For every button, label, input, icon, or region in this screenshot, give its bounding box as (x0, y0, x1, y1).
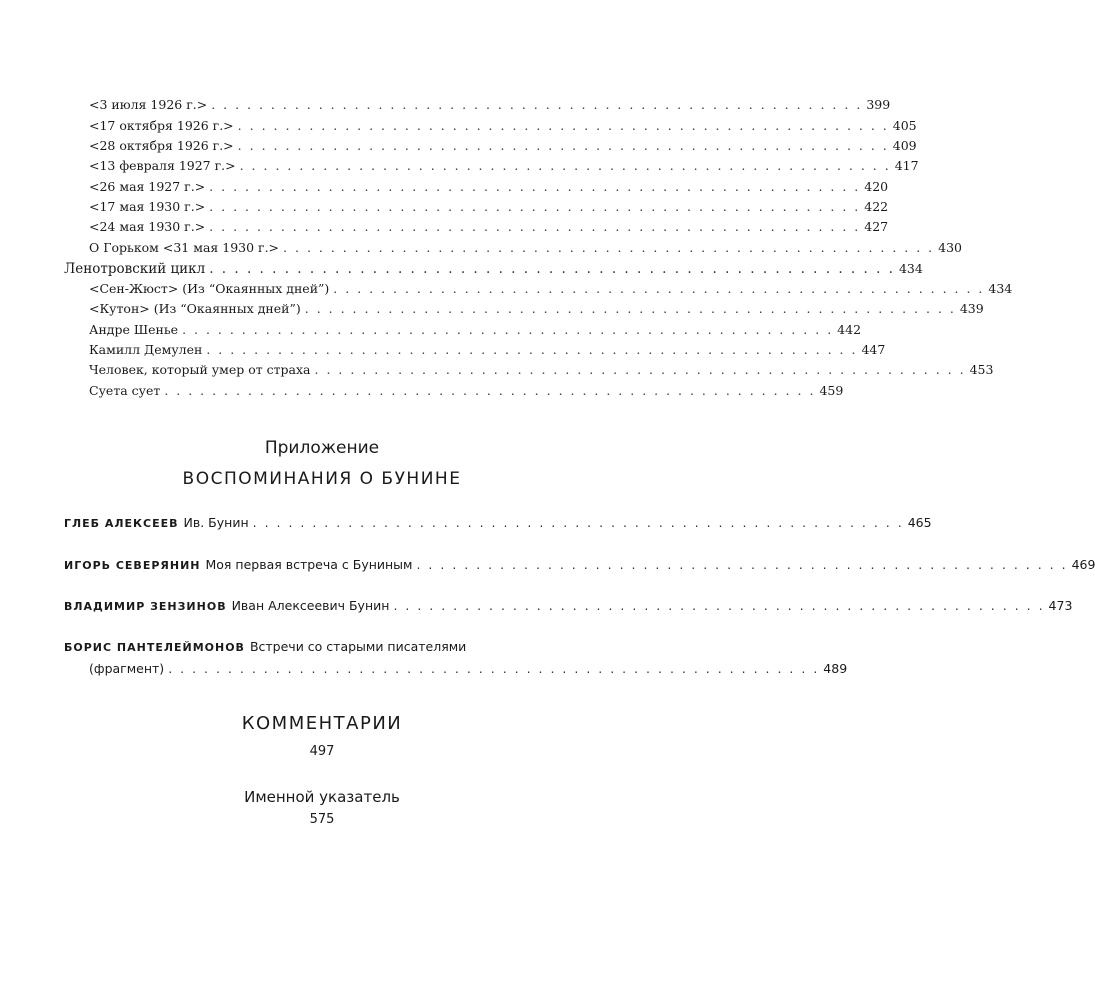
comments-heading[interactable]: КОММЕНТАРИИ (241, 713, 403, 734)
toc-entry-title: Андре Шенье (89, 322, 179, 337)
toc-entry-title: <26 мая 1927 г.> (89, 179, 206, 194)
toc-entry[interactable] (64, 515, 932, 530)
toc-entry-page: 434 (898, 261, 923, 276)
toc-entry-title: Иван Алексеевич Бунин (231, 598, 390, 613)
toc-entry-title: Ленотровский цикл (64, 261, 206, 277)
dot-leader: . . . . . . . . . . . . . . . . . . . . . . . . . . . . . . . . . . . . . . . . . . . . . . . . . . . . . . . (314, 362, 966, 377)
dot-leader: . . . . . . . . . . . . . . . . . . . . . . . . . . . . . . . . . . . . . . . . . . . . . . . . . . . . . . . (209, 179, 861, 194)
appendix-label: Приложение (264, 438, 380, 458)
toc-entry-page: 422 (864, 199, 889, 214)
toc-entry-page: 427 (864, 219, 889, 234)
toc-entry-first-line[interactable] (64, 639, 466, 654)
toc-entry[interactable] (64, 598, 1073, 613)
dot-leader: . . . . . . . . . . . . . . . . . . . . . . . . . . . . . . . . . . . . . . . . . . . . . . . . . . . . . . . (209, 219, 861, 234)
dot-leader: . . . . . . . . . . . . . . . . . . . . . . . . . . . . . . . . . . . . . . . . . . . . . . . . . . . . . . . (168, 661, 820, 676)
dot-leader: . . . . . . . . . . . . . . . . . . . . . . . . . . . . . . . . . . . . . . . . . . . . . . . . . . . . . . . (211, 97, 863, 112)
toc-entry-page: 442 (837, 322, 862, 337)
dot-leader: . . . . . . . . . . . . . . . . . . . . . . . . . . . . . . . . . . . . . . . . . . . . . . . . . . . . . . . (209, 199, 861, 214)
author-name: БОРИС ПАНТЕЛЕЙМОНОВ (64, 641, 245, 654)
toc-entry-page: 473 (1048, 598, 1073, 613)
toc-entry[interactable] (89, 383, 844, 398)
toc-entry-title: <24 мая 1930 г.> (89, 219, 206, 234)
author-name: ГЛЕБ АЛЕКСЕЕВ (64, 517, 179, 530)
toc-entry[interactable] (89, 97, 891, 112)
toc-entry[interactable] (89, 138, 917, 153)
toc-entry-title: Встречи со старыми писателями (249, 639, 467, 654)
toc-entry-title: <28 октября 1926 г.> (89, 138, 234, 153)
toc-entry-page: 434 (988, 281, 1013, 296)
toc-entry-title: <Кутон> (Из “Окаянных дней”) (89, 301, 301, 316)
toc-entry-title: Ив. Бунин (183, 515, 249, 530)
toc-entry-title: <13 февраля 1927 г.> (89, 158, 236, 173)
toc-entry-title: <3 июля 1926 г.> (89, 97, 208, 112)
toc-entry-page: 469 (1071, 557, 1095, 572)
toc-entry[interactable] (89, 342, 886, 357)
toc-entry[interactable] (89, 219, 889, 234)
toc-entry-continuation: (фрагмент) (89, 661, 165, 676)
toc-entry-page: 420 (864, 179, 889, 194)
toc-entry-page: 447 (861, 342, 886, 357)
index-heading[interactable]: Именной указатель (244, 788, 400, 806)
toc-entry-title: <17 мая 1930 г.> (89, 199, 206, 214)
toc-entry-title: <Сен-Жюст> (Из “Окаянных дней”) (89, 281, 330, 296)
dot-leader: . . . . . . . . . . . . . . . . . . . . . . . . . . . . . . . . . . . . . . . . . . . . . . . . . . . . . . . (164, 383, 816, 398)
dot-leader: . . . . . . . . . . . . . . . . . . . . . . . . . . . . . . . . . . . . . . . . . . . . . . . . . . . . . . . (252, 515, 904, 530)
toc-entry[interactable] (64, 557, 1095, 572)
toc-entry-title: Человек, который умер от страха (89, 362, 311, 377)
toc-entry[interactable] (89, 158, 919, 173)
toc-entry[interactable] (89, 281, 1013, 296)
toc-entry-title: <17 октября 1926 г.> (89, 118, 234, 133)
dot-leader: . . . . . . . . . . . . . . . . . . . . . . . . . . . . . . . . . . . . . . . . . . . . . . . . . . . . . . . (333, 281, 985, 296)
author-name: ИГОРЬ СЕВЕРЯНИН (64, 559, 201, 572)
dot-leader: . . . . . . . . . . . . . . . . . . . . . . . . . . . . . . . . . . . . . . . . . . . . . . . . . . . . . . . (283, 240, 935, 255)
toc-entry-page: 439 (959, 301, 984, 316)
toc-entry-page: 430 (938, 240, 963, 255)
dot-leader: . . . . . . . . . . . . . . . . . . . . . . . . . . . . . . . . . . . . . . . . . . . . . . . . . . . . . . . (206, 342, 858, 357)
comments-page: 497 (309, 744, 335, 759)
toc-entry[interactable] (89, 301, 984, 316)
dot-leader: . . . . . . . . . . . . . . . . . . . . . . . . . . . . . . . . . . . . . . . . . . . . . . . . . . . . . . . (209, 261, 895, 277)
appendix-heading: ВОСПОМИНАНИЯ О БУНИНЕ (182, 469, 462, 489)
toc-entry-page: 409 (892, 138, 917, 153)
toc-entry-page: 459 (819, 383, 844, 398)
toc-entry[interactable] (89, 362, 994, 377)
toc-entry-page: 453 (969, 362, 994, 377)
dot-leader: . . . . . . . . . . . . . . . . . . . . . . . . . . . . . . . . . . . . . . . . . . . . . . . . . . . . . . . (239, 158, 891, 173)
toc-entry-page: 489 (823, 661, 848, 676)
toc-entry-title: О Горьком <31 мая 1930 г.> (89, 240, 280, 255)
toc-entry[interactable] (89, 240, 963, 255)
author-name: ВЛАДИМИР ЗЕНЗИНОВ (64, 600, 227, 613)
toc-entry-page: 405 (892, 118, 917, 133)
toc-entry[interactable] (89, 179, 889, 194)
toc-entry-title: Камилл Демулен (89, 342, 203, 357)
toc-entry-page: 465 (907, 515, 932, 530)
dot-leader: . . . . . . . . . . . . . . . . . . . . . . . . . . . . . . . . . . . . . . . . . . . . . . . . . . . . . . . (416, 557, 1068, 572)
toc-entry[interactable] (89, 661, 848, 676)
toc-entry-title: Суета сует (89, 383, 161, 398)
dot-leader: . . . . . . . . . . . . . . . . . . . . . . . . . . . . . . . . . . . . . . . . . . . . . . . . . . . . . . . (237, 118, 889, 133)
toc-entry-page: 417 (894, 158, 919, 173)
dot-leader: . . . . . . . . . . . . . . . . . . . . . . . . . . . . . . . . . . . . . . . . . . . . . . . . . . . . . . . (304, 301, 956, 316)
dot-leader: . . . . . . . . . . . . . . . . . . . . . . . . . . . . . . . . . . . . . . . . . . . . . . . . . . . . . . . (182, 322, 834, 337)
dot-leader: . . . . . . . . . . . . . . . . . . . . . . . . . . . . . . . . . . . . . . . . . . . . . . . . . . . . . . . (237, 138, 889, 153)
toc-entry[interactable] (89, 118, 917, 133)
index-page: 575 (309, 812, 335, 827)
toc-entry[interactable] (89, 199, 889, 214)
toc-entry-title: Моя первая встреча с Буниным (205, 557, 413, 572)
toc-entry[interactable] (64, 261, 923, 277)
toc-entry-page: 399 (866, 97, 891, 112)
toc-entry[interactable] (89, 322, 862, 337)
dot-leader: . . . . . . . . . . . . . . . . . . . . . . . . . . . . . . . . . . . . . . . . . . . . . . . . . . . . . . . (393, 598, 1045, 613)
